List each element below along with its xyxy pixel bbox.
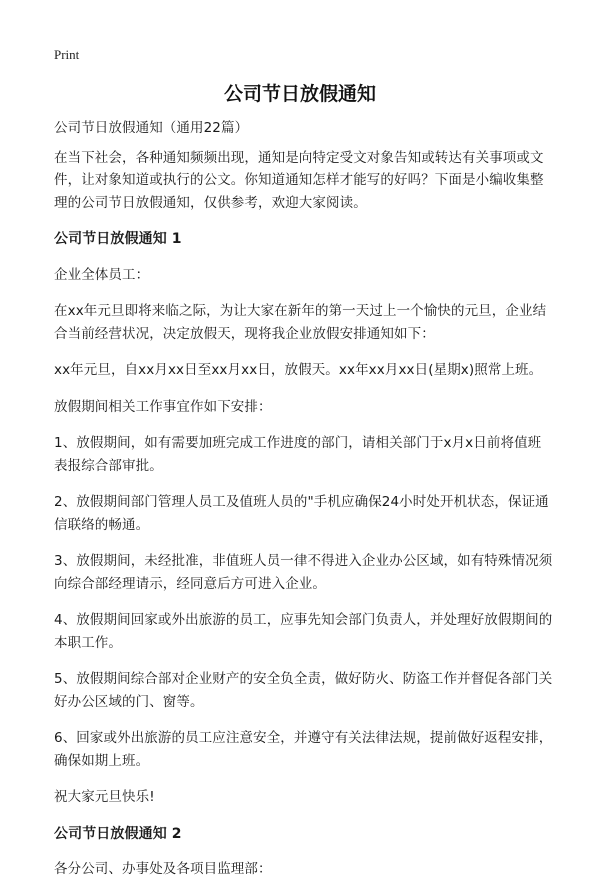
- list-item: 3、放假期间，未经批准，非值班人员一律不得进入企业办公区域，如有特殊情况须向综合部经理请示，经同意后方可进入企业。: [54, 553, 553, 592]
- section-1-paragraph-3: 放假期间相关工作事宜作如下安排：: [54, 398, 272, 415]
- intro-paragraph: 在当下社会，各种通知频频出现，通知是向特定受文对象告知或转达有关事项或文件，让对象知道或执行的公文。你知道通知怎样才能写的好吗？下面是小编收集整理的公司节日放假通知，仅供参考，欢迎大家阅读。: [54, 149, 544, 211]
- section-1-heading: 公司节日放假通知 1: [54, 231, 182, 247]
- list-item: 1、放假期间，如有需要加班完成工作进度的部门，请相关部门于x月x日前将值班表报综合部审批。: [54, 435, 542, 474]
- section-2-heading: 公司节日放假通知 2: [54, 825, 182, 842]
- section-1-closing: 祝大家元旦快乐!: [54, 789, 155, 805]
- list-item: 4、放假期间回家或外出旅游的员工，应事先知会部门负责人，并处理好放假期间的本职工作。: [54, 612, 553, 651]
- section-2-salutation: 各分公司、办事处及各项目监理部：: [54, 861, 272, 877]
- section-1-paragraph-1: 在xx年元旦即将来临之际，为让大家在新年的第一天过上一个愉快的元旦，企业结合当前经营状况，决定放假天，现将我企业放假安排通知如下：: [54, 303, 547, 342]
- section-1-salutation: 企业全体员工：: [54, 266, 150, 283]
- print-link[interactable]: Print: [54, 47, 80, 62]
- section-1-paragraph-2: xx年元旦，自xx月xx日至xx月xx日，放假天。xx年xx月xx日(星期x)照常上班。: [54, 362, 543, 378]
- list-item: 5、放假期间综合部对企业财产的安全负全责，做好防火、防盗工作并督促各部门关好办公区域的门、窗等。: [54, 671, 553, 710]
- page-title: 公司节日放假通知: [223, 83, 376, 105]
- document-subtitle: 公司节日放假通知（通用22篇）: [54, 120, 249, 136]
- list-item: 6、回家或外出旅游的员工应注意安全，并遵守有关法律法规，提前做好返程安排，确保如期上班。: [54, 730, 553, 769]
- list-item: 2、放假期间部门管理人员工及值班人员的"手机应确保24小时处开机状态，保证通信联络的畅通。: [54, 494, 549, 533]
- document-body: [54, 117, 554, 881]
